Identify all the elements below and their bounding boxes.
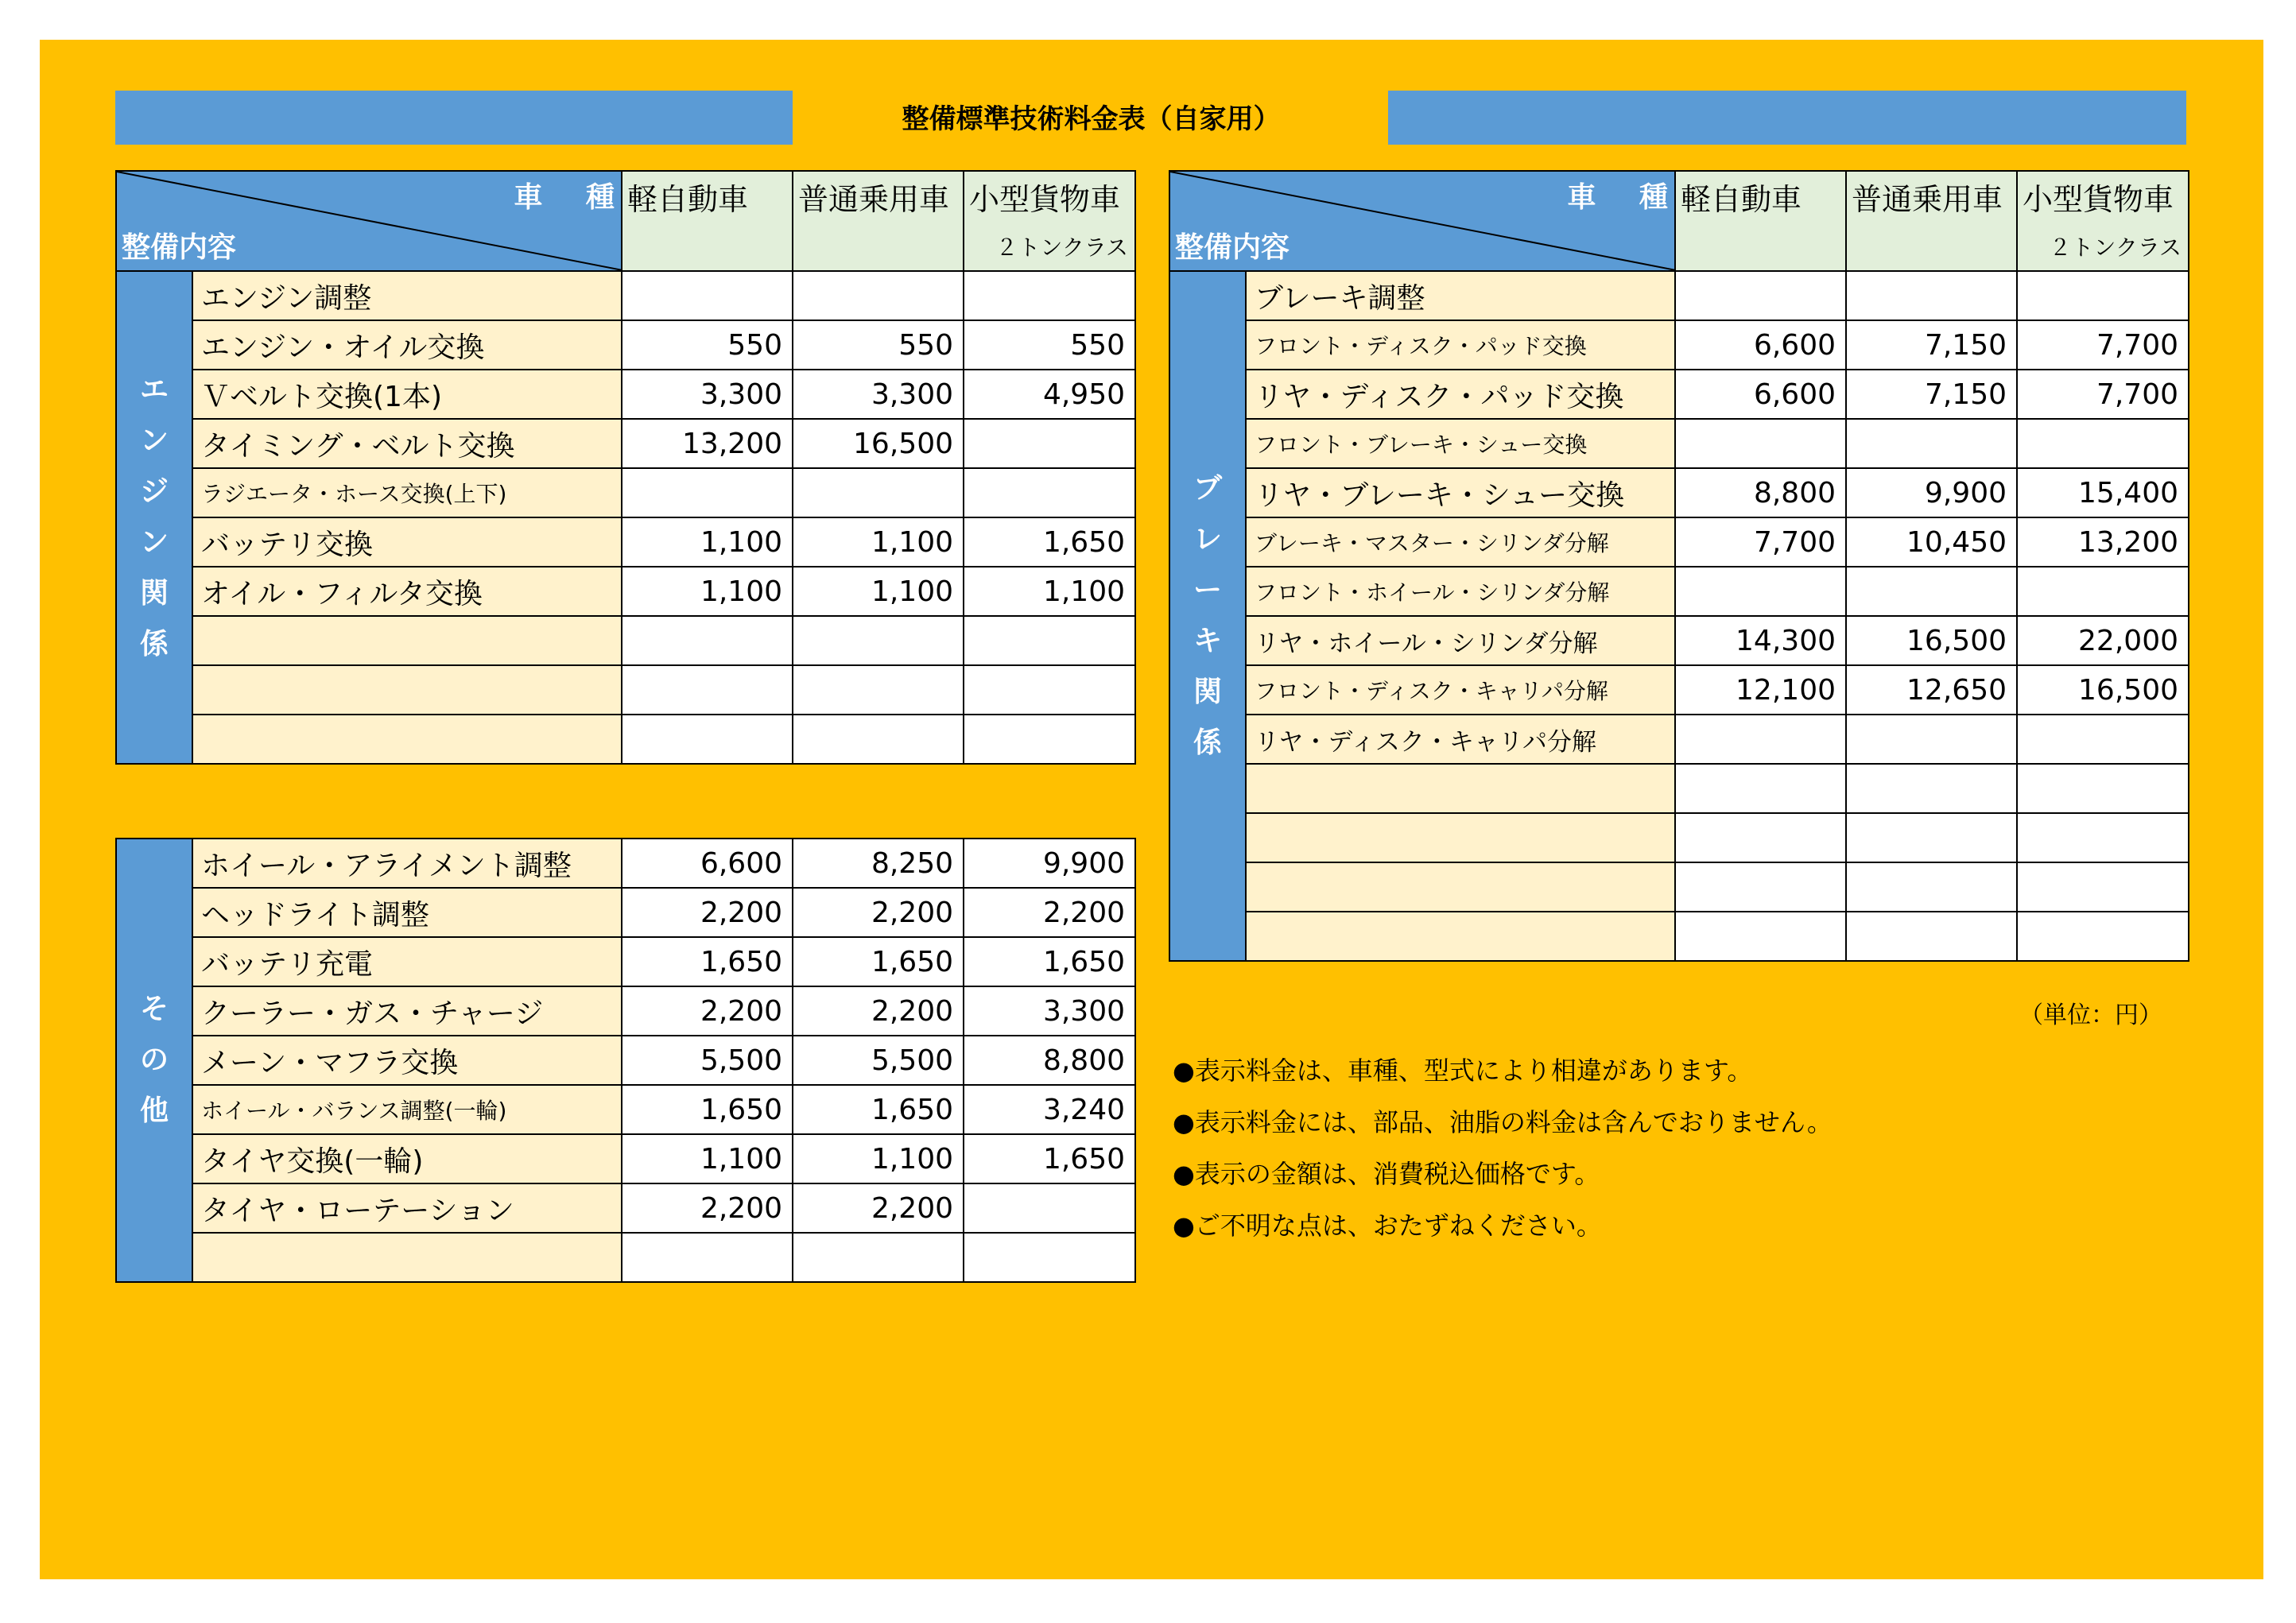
price-cell [2017, 715, 2189, 764]
table-row [1169, 813, 2189, 862]
service-name: リヤ・ディスク・パッド交換 [1246, 370, 1675, 419]
price-cell: 6,600 [1675, 320, 1846, 370]
service-name: フロント・ディスク・パッド交換 [1246, 320, 1675, 370]
price-cell [793, 715, 964, 764]
note-1: ●表示料金は、車種、型式により相違があります。 [1173, 1056, 1753, 1086]
price-cell: 12,100 [1675, 665, 1846, 715]
table-row [116, 888, 1135, 937]
price-cell [793, 665, 964, 715]
header-kogata-label: 小型貨物車 [2023, 182, 2174, 217]
price-cell: 15,400 [2017, 468, 2189, 517]
category-char: 係 [139, 628, 169, 660]
price-cell [1675, 715, 1846, 764]
price-cell [1846, 862, 2017, 912]
price-cell: 1,100 [622, 567, 793, 616]
price-cell [2017, 813, 2189, 862]
table-row [116, 517, 1135, 567]
price-cell [622, 271, 793, 320]
category-char: ー [1193, 574, 1222, 606]
title-bar-right [1388, 91, 2186, 145]
table-row [116, 567, 1135, 616]
price-cell [1846, 813, 2017, 862]
category-char: エ [139, 374, 169, 406]
table-row [1169, 862, 2189, 912]
table-row [116, 715, 1135, 764]
price-cell: 1,650 [793, 1085, 964, 1134]
service-name: ホイール・バランス調整(一輪) [192, 1085, 622, 1134]
price-cell: 1,100 [793, 1134, 964, 1183]
service-name: フロント・ディスク・キャリパ分解 [1246, 665, 1675, 715]
price-cell: 7,700 [2017, 320, 2189, 370]
table-row [116, 937, 1135, 986]
price-cell [1675, 764, 1846, 813]
header-kogata-class: ２トンクラス [995, 234, 1128, 261]
price-cell: 7,700 [1675, 517, 1846, 567]
price-cell: 1,650 [793, 937, 964, 986]
table-row [116, 320, 1135, 370]
price-cell [2017, 764, 2189, 813]
service-name [1246, 813, 1675, 862]
header-kogata [2017, 171, 2189, 271]
header-kogata-class: ２トンクラス [2049, 234, 2182, 261]
table-row [1169, 517, 2189, 567]
price-cell: 1,100 [964, 567, 1135, 616]
price-cell [622, 616, 793, 665]
price-cell: 7,150 [1846, 320, 2017, 370]
service-name: バッテリ充電 [192, 937, 622, 986]
service-name: タイヤ・ローテーション [192, 1183, 622, 1233]
price-cell [793, 1233, 964, 1282]
price-cell [1846, 567, 2017, 616]
service-name [192, 1233, 622, 1282]
table-row [1169, 271, 2189, 320]
price-cell: 550 [622, 320, 793, 370]
table-row [116, 665, 1135, 715]
price-cell: 16,500 [793, 419, 964, 468]
price-cell: 2,200 [964, 888, 1135, 937]
category-char: 関 [1193, 676, 1222, 708]
price-cell [964, 715, 1135, 764]
price-cell [1675, 813, 1846, 862]
table-row [116, 616, 1135, 665]
price-cell [964, 468, 1135, 517]
price-cell [1846, 764, 2017, 813]
service-name: ブレーキ調整 [1246, 271, 1675, 320]
service-name: ブレーキ・マスター・シリンダ分解 [1246, 517, 1675, 567]
category-char: ブ [1193, 472, 1222, 505]
table-row [116, 986, 1135, 1036]
price-cell: 7,150 [1846, 370, 2017, 419]
table-row [116, 468, 1135, 517]
header-kei-label: 軽自動車 [1681, 182, 1802, 217]
service-name [1246, 912, 1675, 961]
table-row [1169, 715, 2189, 764]
engine-price-table [115, 170, 1136, 765]
service-name [192, 616, 622, 665]
price-cell: 550 [964, 320, 1135, 370]
price-cell: 1,650 [964, 517, 1135, 567]
price-cell [964, 616, 1135, 665]
price-cell [793, 468, 964, 517]
brake-category-label [1169, 271, 1246, 961]
category-char: 関 [139, 577, 169, 610]
price-cell [793, 271, 964, 320]
header-row [1169, 171, 2189, 271]
price-cell [2017, 912, 2189, 961]
header-futsu [793, 171, 964, 271]
corner-label-service: 整備内容 [122, 231, 237, 264]
table-row [1169, 419, 2189, 468]
price-cell: 6,600 [1675, 370, 1846, 419]
category-char: ン [139, 424, 169, 457]
price-cell: 2,200 [793, 986, 964, 1036]
service-name: ヘッドライト調整 [192, 888, 622, 937]
page-title: 整備標準技術料金表（自家用） [902, 103, 1281, 135]
header-kei-label: 軽自動車 [627, 182, 749, 217]
price-cell [793, 616, 964, 665]
price-cell: 2,200 [793, 1183, 964, 1233]
price-cell: 12,650 [1846, 665, 2017, 715]
price-cell [1846, 271, 2017, 320]
service-name [1246, 764, 1675, 813]
service-name [192, 715, 622, 764]
price-cell [1675, 419, 1846, 468]
service-name: リヤ・ブレーキ・シュー交換 [1246, 468, 1675, 517]
price-cell: 1,650 [622, 937, 793, 986]
price-cell [1675, 567, 1846, 616]
table-row [1169, 616, 2189, 665]
price-cell [2017, 271, 2189, 320]
table-row [116, 1233, 1135, 1282]
service-name: タイミング・ベルト交換 [192, 419, 622, 468]
table-row [1169, 665, 2189, 715]
price-cell: 1,650 [964, 937, 1135, 986]
price-cell [964, 271, 1135, 320]
engine-category-label [116, 271, 192, 764]
price-cell: 2,200 [793, 888, 964, 937]
price-cell [1846, 419, 2017, 468]
service-name: ラジエータ・ホース交換(上下) [192, 468, 622, 517]
price-cell: 5,500 [793, 1036, 964, 1085]
price-cell: 22,000 [2017, 616, 2189, 665]
table-row [1169, 912, 2189, 961]
header-row [116, 171, 1135, 271]
price-cell [2017, 419, 2189, 468]
price-cell: 1,100 [622, 517, 793, 567]
header-futsu [1846, 171, 2017, 271]
price-cell: 1,100 [622, 1134, 793, 1183]
price-cell [2017, 862, 2189, 912]
header-kei [1675, 171, 1846, 271]
price-cell: 4,950 [964, 370, 1135, 419]
service-name: メーン・マフラ交換 [192, 1036, 622, 1085]
table-row [116, 370, 1135, 419]
service-name: フロント・ホイール・シリンダ分解 [1246, 567, 1675, 616]
price-cell: 7,700 [2017, 370, 2189, 419]
service-name: リヤ・ホイール・シリンダ分解 [1246, 616, 1675, 665]
corner-label-vehicle: 車 種 [514, 181, 616, 214]
category-char: 他 [139, 1094, 169, 1127]
price-cell [1675, 912, 1846, 961]
price-cell: 550 [793, 320, 964, 370]
category-char: レ [1193, 523, 1222, 556]
price-cell: 9,900 [964, 839, 1135, 888]
category-char: キ [1193, 625, 1222, 657]
service-name: タイヤ交換(一輪) [192, 1134, 622, 1183]
service-name: フロント・ブレーキ・シュー交換 [1246, 419, 1675, 468]
price-cell: 3,300 [622, 370, 793, 419]
price-cell: 13,200 [2017, 517, 2189, 567]
service-name: エンジン調整 [192, 271, 622, 320]
price-cell: 13,200 [622, 419, 793, 468]
category-char: 係 [1193, 726, 1222, 759]
table-row [1169, 764, 2189, 813]
category-char: の [139, 1044, 169, 1076]
price-cell [964, 419, 1135, 468]
note-4: ●ご不明な点は、おたずねください。 [1173, 1210, 1602, 1241]
header-futsu-label: 普通乗用車 [1852, 182, 2003, 217]
price-cell: 8,800 [964, 1036, 1135, 1085]
other-price-table [115, 838, 1136, 1283]
category-char: そ [139, 993, 169, 1025]
service-name [192, 665, 622, 715]
table-row [116, 419, 1135, 468]
price-cell: 1,100 [793, 567, 964, 616]
header-corner-cell [1169, 171, 1675, 271]
price-cell [964, 1183, 1135, 1233]
service-name: オイル・フィルタ交換 [192, 567, 622, 616]
header-kei [622, 171, 793, 271]
price-cell [1675, 271, 1846, 320]
price-cell: 10,450 [1846, 517, 2017, 567]
price-cell [2017, 567, 2189, 616]
price-cell [1675, 862, 1846, 912]
table-row [116, 1134, 1135, 1183]
price-cell: 3,240 [964, 1085, 1135, 1134]
header-futsu-label: 普通乗用車 [798, 182, 950, 217]
other-category-label [116, 839, 192, 1282]
price-cell: 9,900 [1846, 468, 2017, 517]
unit-label: （単位：円） [2019, 1001, 2162, 1029]
price-cell: 3,300 [964, 986, 1135, 1036]
table-row [116, 1036, 1135, 1085]
price-cell: 5,500 [622, 1036, 793, 1085]
service-name: ホイール・アライメント調整 [192, 839, 622, 888]
price-cell [1846, 912, 2017, 961]
table-row [116, 1085, 1135, 1134]
price-cell: 16,500 [2017, 665, 2189, 715]
price-cell: 3,300 [793, 370, 964, 419]
price-cell: 6,600 [622, 839, 793, 888]
price-cell: 16,500 [1846, 616, 2017, 665]
price-cell [964, 665, 1135, 715]
category-char: ジ [139, 475, 169, 508]
note-2: ●表示料金には、部品、油脂の料金は含んでおりません。 [1173, 1107, 1833, 1137]
price-cell: 2,200 [622, 986, 793, 1036]
table-row [116, 271, 1135, 320]
service-name: バッテリ交換 [192, 517, 622, 567]
service-name [1246, 862, 1675, 912]
price-cell: 2,200 [622, 1183, 793, 1233]
corner-label-vehicle: 車 種 [1567, 181, 1670, 214]
note-3: ●表示の金額は、消費税込価格です。 [1173, 1159, 1600, 1189]
table-row [1169, 567, 2189, 616]
table-row [1169, 468, 2189, 517]
table-row [116, 839, 1135, 888]
price-cell: 1,100 [793, 517, 964, 567]
price-cell: 8,800 [1675, 468, 1846, 517]
price-cell [622, 1233, 793, 1282]
header-kogata [964, 171, 1135, 271]
price-cell [964, 1233, 1135, 1282]
title-bar-left [115, 91, 793, 145]
price-cell: 1,650 [964, 1134, 1135, 1183]
table-row [116, 1183, 1135, 1233]
price-cell [622, 665, 793, 715]
service-name: クーラー・ガス・チャージ [192, 986, 622, 1036]
price-cell: 8,250 [793, 839, 964, 888]
corner-label-service: 整備内容 [1175, 231, 1290, 264]
price-cell [622, 715, 793, 764]
service-name: Ｖベルト交換(1本) [192, 370, 622, 419]
price-cell [1846, 715, 2017, 764]
service-name: リヤ・ディスク・キャリパ分解 [1246, 715, 1675, 764]
table-row [1169, 320, 2189, 370]
table-row [1169, 370, 2189, 419]
brake-price-table [1169, 170, 2189, 962]
price-cell: 1,650 [622, 1085, 793, 1134]
service-name: エンジン・オイル交換 [192, 320, 622, 370]
header-kogata-label: 小型貨物車 [969, 182, 1121, 217]
price-cell: 14,300 [1675, 616, 1846, 665]
category-char: ン [139, 526, 169, 559]
price-cell [622, 468, 793, 517]
price-cell: 2,200 [622, 888, 793, 937]
header-corner-cell [116, 171, 622, 271]
